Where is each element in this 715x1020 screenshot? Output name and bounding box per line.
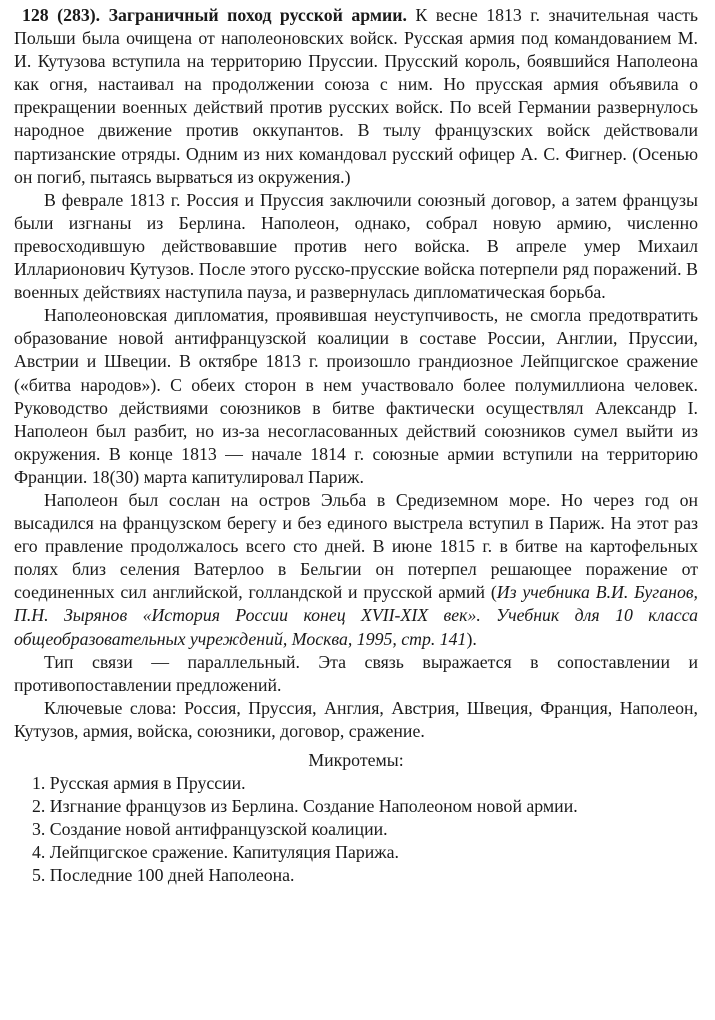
microthemes-list [14,772,698,887]
list-item: 5. Последние 100 дней Наполеона. [32,865,295,886]
list-item: 4. Лейпцигское сражение. Капитуляция Парижа. [32,842,399,863]
paragraph-4-text: Наполеон был сослан на остров Эльба в Средиземном море. Но через год он высадился на французском берегу и без единого выстрела вступил в Париж. На этот раз его правление продолжалось всего сто дней. В июне 1815 г. в битве на картофельных полях близ селения Ватерлоо в Бельгии он потерпел решающее поражение от соединенных сил английской, голландской и прусской армий ( [14,489,698,603]
microthemes-heading: Микротемы: [308,750,404,770]
list-item: 2. Изгнание французов из Берлина. Создание Наполеоном новой армии. [32,796,578,817]
source-citation: Из учебника В.И. Буганов, П.Н. Зырянов «История России конец XVII-XIX век». Учебник для 10 класса общеобразовательных учреждений, Москва, 1995, стр. 141 [14,582,698,649]
paragraph-2: В феврале 1813 г. Россия и Пруссия заключили союзный договор, а затем французы были изгнаны из Берлина. Наполеон, однако, собрал новую армию, численно превосходившую действовавшие против него войска. В апреле умер Михаил Илларионович Кутузов. После этого русско-прусские войска потерпели ряд поражений. В военных действиях наступила пауза, и развернулась дипломатическая борьба. [14,189,698,303]
paragraph-1-text: К весне 1813 г. значительная часть Польши была очищена от наполеоновских войск. Русская армия под командованием М. И. Кутузова вступила на территорию Пруссии. Прусский король, боявшийся Наполеона как огня, настаивал на продолжении союза с ним. Но прусская армия объявила о прекращении военных действий против русских войск. По всей Германии развернулось народное движение против оккупантов. В тылу французских войск действовали партизанские отряды. Одним из них командовал русский офицер А. С. Фигнер. (Осенью он погиб, пытаясь вырваться из окружения.) [14,5,699,187]
document-page [14,4,698,888]
paragraph-4 [14,489,698,651]
paragraph-3: Наполеоновская дипломатия, проявившая неуступчивость, не смогла предотвратить образование новой антифранцузской коалиции в составе России, Англии, Пруссии, Австрии и Швеции. В октябре 1813 г. произошло грандиозное Лейпцигское сражение («битва народов»). С обеих сторон в нем участвовало более полумиллиона человек. Руководство действиями союзников в битве фактически осуществлял Александр I. Наполеон был разбит, но из-за несогласованных действий союзников сумел выйти из окружения. В конце 1813 — начале 1814 г. союзные армии вступили на территорию Франции. 18(30) марта капитулировал Париж. [14,305,698,487]
paragraph-4-end: ). [466,628,477,649]
task-title: Заграничный поход русской армии. [108,5,407,25]
keywords-paragraph: Ключевые слова: Россия, Пруссия, Англия, Австрия, Швеция, Франция, Наполеон, Кутузов, армия, войска, союзники, договор, сражение. [14,697,698,741]
task-number: 128 (283). [22,5,101,25]
link-type-paragraph: Тип связи — параллельный. Эта связь выражается в сопоставлении и противопоставлении предложений. [14,651,698,695]
list-item: 1. Русская армия в Пруссии. [32,773,246,794]
paragraph-1 [14,4,698,189]
list-item: 3. Создание новой антифранцузской коалиции. [32,819,388,840]
